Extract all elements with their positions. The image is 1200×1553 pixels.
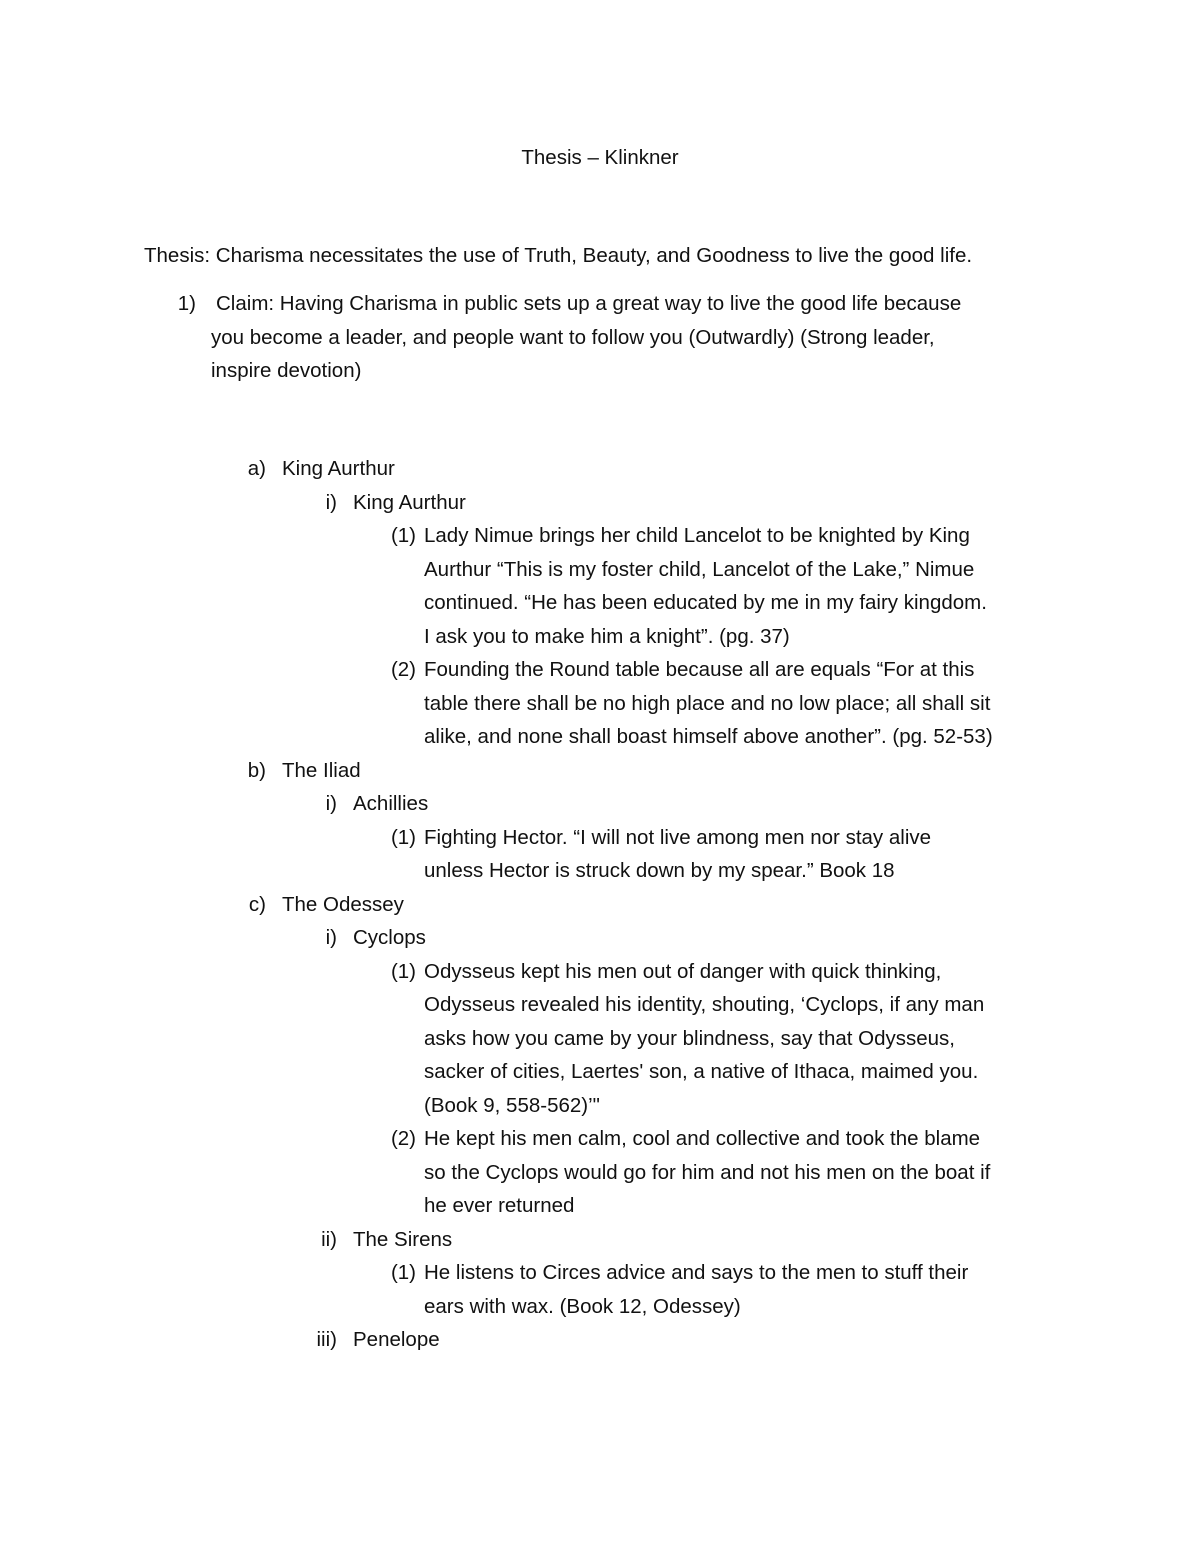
document-title: Thesis – Klinkner <box>521 146 679 169</box>
subsection-marker: iii) <box>316 1328 337 1351</box>
point-text-line: Odysseus kept his men out of danger with quick thinking, <box>424 960 942 983</box>
point-marker: (1) <box>390 960 416 983</box>
subsection-marker: i) <box>325 792 337 815</box>
point-text-line: (Book 9, 558-562)’" <box>424 1094 600 1117</box>
section-marker: c) <box>248 893 266 916</box>
subsection-marker: i) <box>325 491 337 514</box>
point-text-line: He kept his men calm, cool and collective and took the blame <box>424 1127 981 1150</box>
subsection-heading: Penelope <box>353 1328 440 1351</box>
point-text-line: unless Hector is struck down by my spear.” Book 18 <box>424 859 895 882</box>
claim-marker: 1) <box>177 292 196 315</box>
subsection-heading: The Sirens <box>353 1228 453 1251</box>
subsection-heading: King Aurthur <box>353 491 466 514</box>
point-marker: (2) <box>390 658 416 681</box>
point-text-line: alike, and none shall boast himself above another”. (pg. 52-53) <box>424 725 993 748</box>
point-text-line: Fighting Hector. “I will not live among men nor stay alive <box>424 826 932 849</box>
claim-line: you become a leader, and people want to follow you (Outwardly) (Strong leader, <box>211 326 935 349</box>
point-text-line: He listens to Circes advice and says to the men to stuff their <box>424 1261 969 1284</box>
claim-line: Claim: Having Charisma in public sets up a great way to live the good life because <box>216 292 962 315</box>
point-marker: (1) <box>390 826 416 849</box>
point-marker: (2) <box>390 1127 416 1150</box>
point-text-line: asks how you came by your blindness, say that Odysseus, <box>424 1027 955 1050</box>
point-text-line: ears with wax. (Book 12, Odessey) <box>424 1295 741 1318</box>
point-text-line: continued. “He has been educated by me in my fairy kingdom. <box>424 591 987 614</box>
point-text-line: Lady Nimue brings her child Lancelot to be knighted by King <box>424 524 970 547</box>
point-text-line: Founding the Round table because all are equals “For at this <box>424 658 975 681</box>
section-marker: b) <box>247 759 266 782</box>
point-text-line: table there shall be no high place and no low place; all shall sit <box>424 692 991 715</box>
claim-line: inspire devotion) <box>211 359 362 382</box>
subsection-heading: Cyclops <box>353 926 426 949</box>
subsection-heading: Achillies <box>353 792 429 815</box>
section-heading: The Iliad <box>282 759 361 782</box>
section-heading: The Odessey <box>282 893 404 916</box>
point-marker: (1) <box>390 524 416 547</box>
point-marker: (1) <box>390 1261 416 1284</box>
point-text-line: I ask you to make him a knight”. (pg. 37) <box>424 625 790 648</box>
thesis-statement: Thesis: Charisma necessitates the use of Truth, Beauty, and Goodness to live the good life. <box>144 244 973 267</box>
point-text-line: sacker of cities, Laertes' son, a native of Ithaca, maimed you. <box>424 1060 979 1083</box>
point-text-line: he ever returned <box>424 1194 575 1217</box>
section-marker: a) <box>247 457 266 480</box>
section-heading: King Aurthur <box>282 457 395 480</box>
subsection-marker: i) <box>325 926 337 949</box>
point-text-line: Aurthur “This is my foster child, Lancelot of the Lake,” Nimue <box>424 558 975 581</box>
point-text-line: Odysseus revealed his identity, shouting, ‘Cyclops, if any man <box>424 993 985 1016</box>
subsection-marker: ii) <box>321 1228 337 1251</box>
point-text-line: so the Cyclops would go for him and not his men on the boat if <box>424 1161 991 1184</box>
